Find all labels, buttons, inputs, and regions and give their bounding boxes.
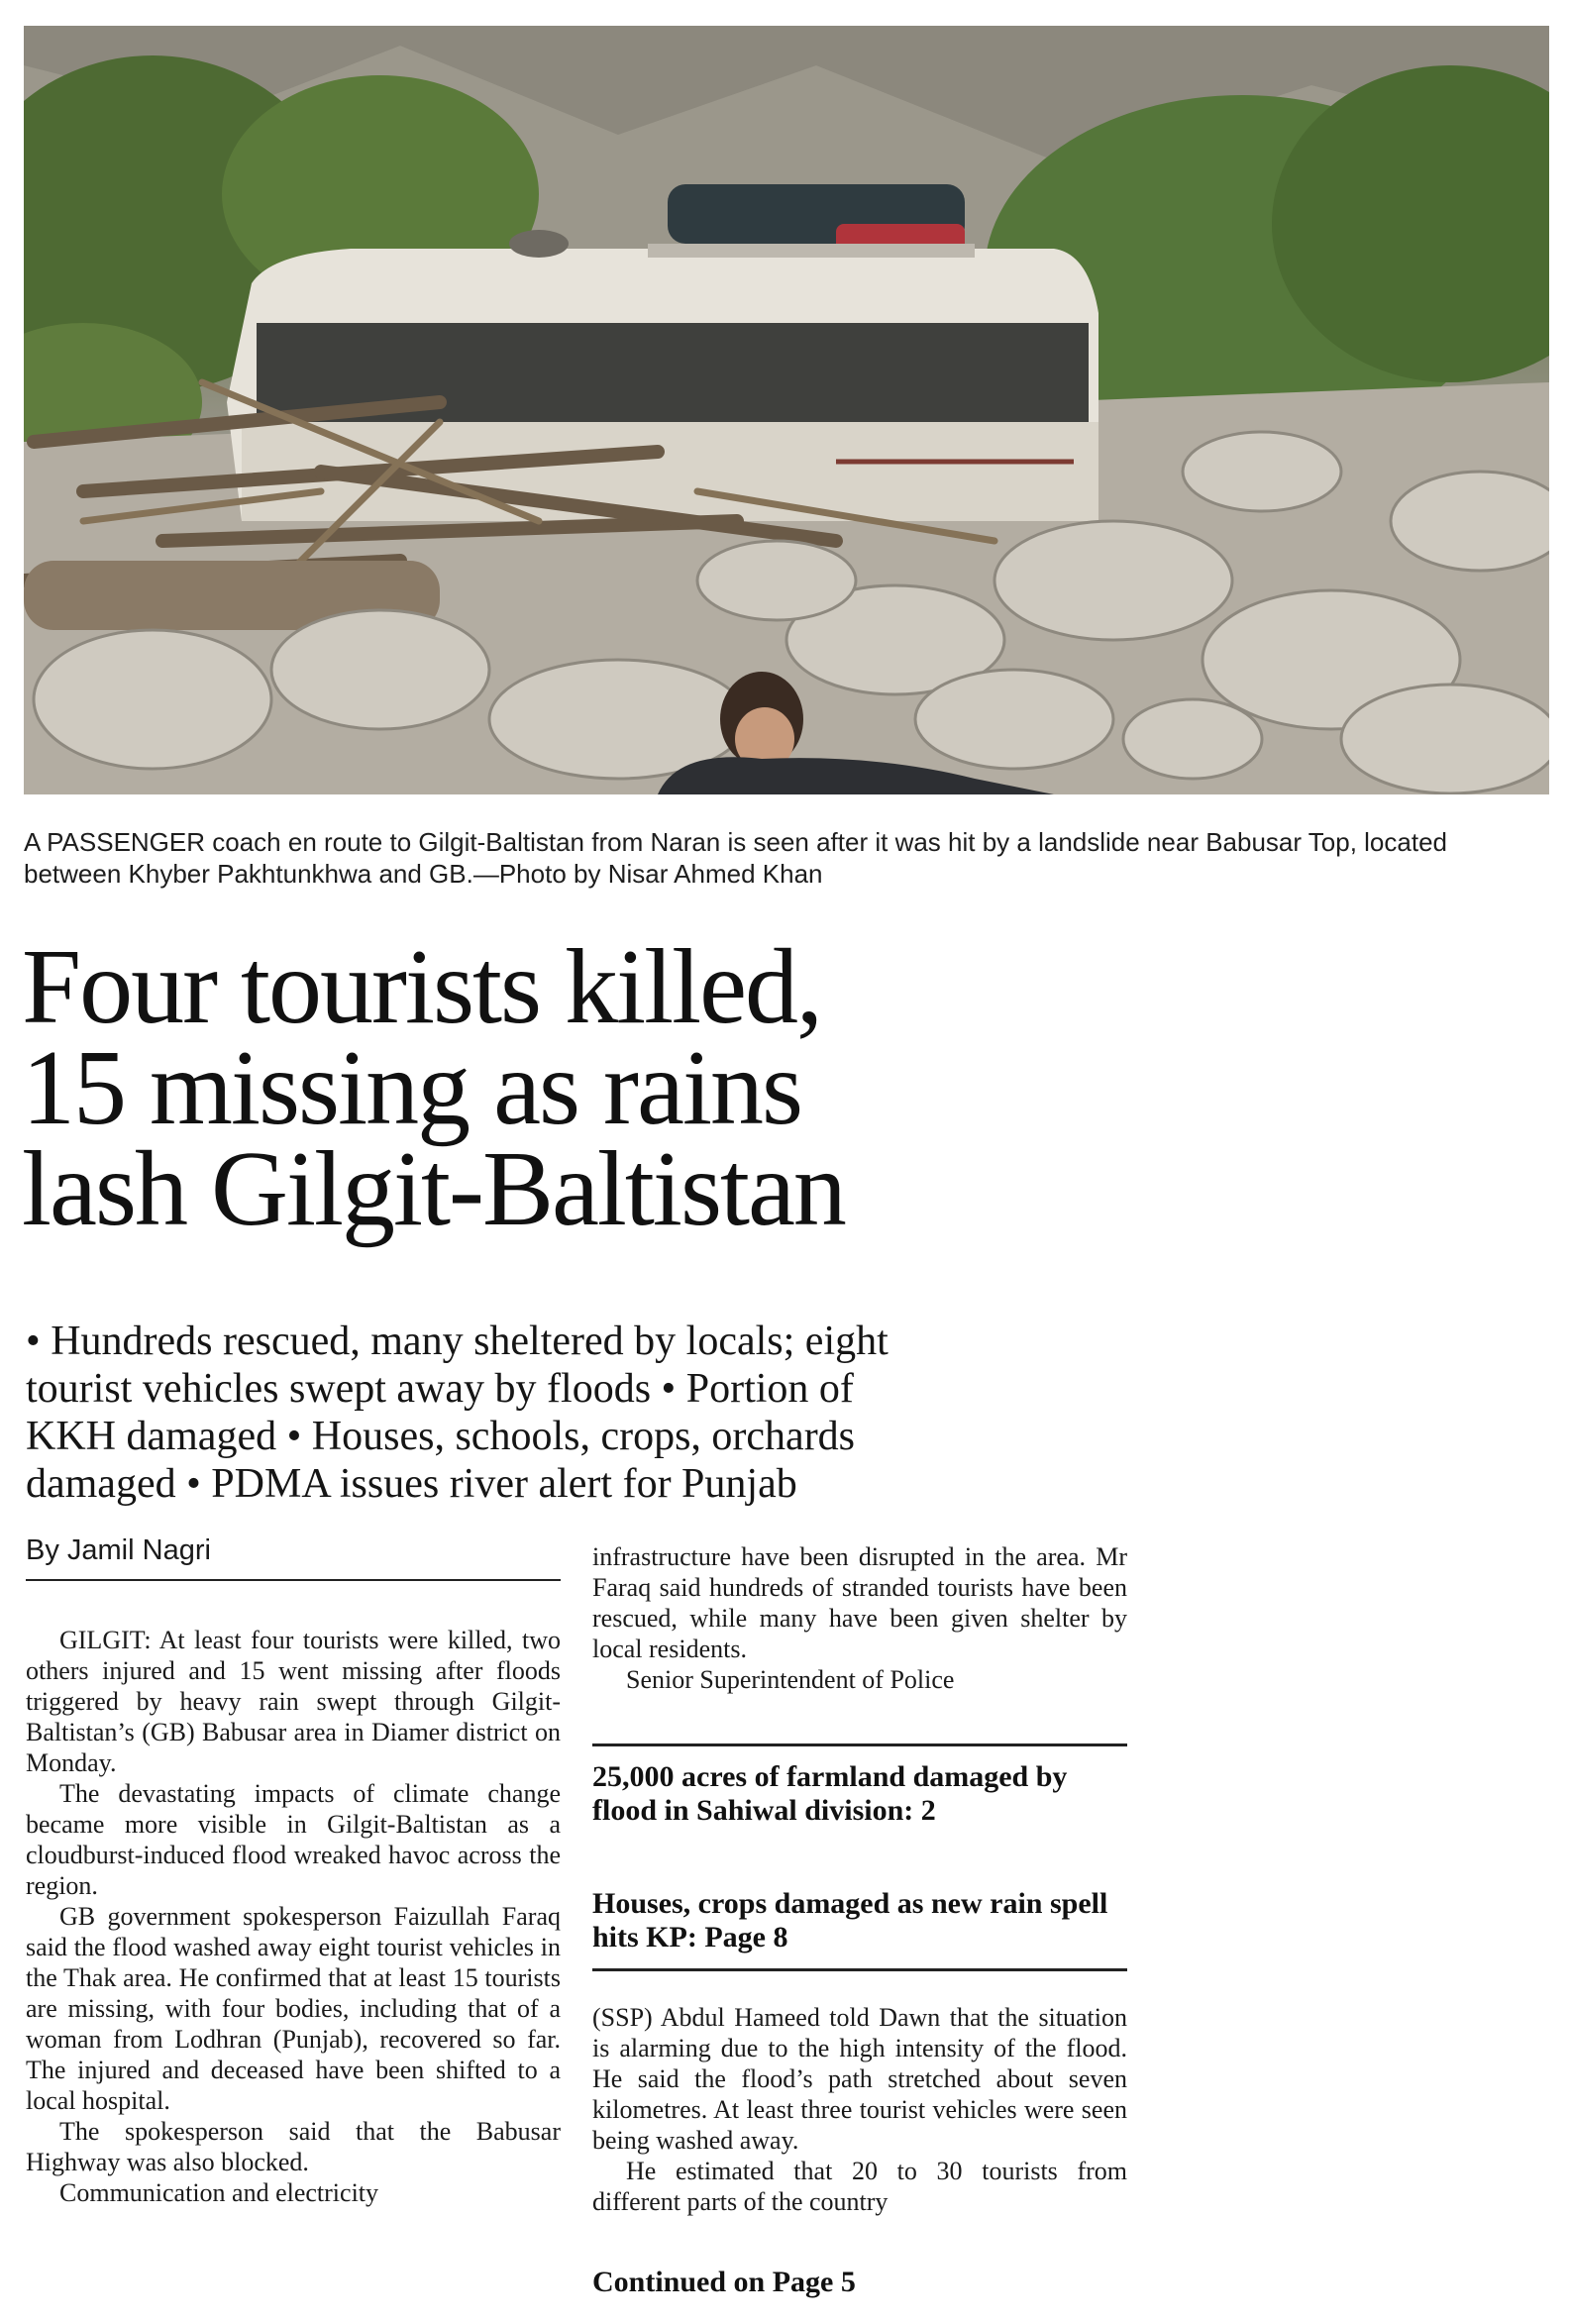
article-paragraph: GILGIT: At least four tourists were killed, two others injured and 15 went missing after floods triggered by heavy rain swept through Gilgit-Baltistan’s (GB) Babusar area in Diamer district on Monday. bbox=[26, 1626, 561, 1777]
article-column-1 bbox=[26, 1625, 561, 2208]
article-paragraph: He estimated that 20 to 30 tourists from different parts of the country bbox=[592, 2157, 1127, 2216]
related-story-link[interactable]: 25,000 acres of farmland damaged by flood in Sahiwal division: 2 bbox=[592, 1760, 1068, 1827]
headline bbox=[22, 928, 1151, 1248]
article-column-2-bottom bbox=[592, 2002, 1127, 2217]
headline-line: Four tourists killed, bbox=[22, 928, 822, 1046]
article-paragraph: GB government spokesperson Faizullah Faraq said the flood washed away eight tourist vehicles in the Thak area. He confirmed that at least 15 tourists are missing, with four bodies, including that of a woman from Lodhran (Punjab), recovered so far. The injured and deceased have been shifted to a local hospital. bbox=[26, 1902, 561, 2115]
article-paragraph: The spokesperson said that the Babusar Highway was also blocked. bbox=[26, 2117, 561, 2176]
deck-line: KKH damaged • Houses, schools, crops, orchards bbox=[26, 1414, 856, 1459]
subheadline-deck bbox=[26, 1318, 1135, 1508]
photo-caption: A PASSENGER coach en route to Gilgit-Baltistan from Naran is seen after it was hit by a landslide near Babusar Top, located between Khyber Pakhtunkhwa and GB.—Photo by Nisar Ahmed Khan bbox=[24, 827, 1447, 889]
deck-line: • Hundreds rescued, many sheltered by locals; eight bbox=[26, 1319, 889, 1364]
news-photo bbox=[24, 26, 1549, 794]
headline-line: lash Gilgit-Baltistan bbox=[22, 1130, 845, 1248]
related-story-link[interactable]: Houses, crops damaged as new rain spell hits KP: Page 8 bbox=[592, 1887, 1108, 1954]
article-paragraph: Communication and electricity bbox=[59, 2178, 379, 2207]
deck-line: tourist vehicles swept away by floods • Portion of bbox=[26, 1366, 854, 1412]
byline-rule bbox=[26, 1579, 561, 1581]
byline: By Jamil Nagri bbox=[26, 1534, 211, 1566]
article-paragraph: The devastating impacts of climate change became more visible in Gilgit-Baltistan as a cloudburst-induced flood wreaked havoc across the region. bbox=[26, 1779, 561, 1900]
article-paragraph-continued: infrastructure have been disrupted in the area. Mr Faraq said hundreds of stranded tourists have been rescued, while many have been given shelter by local residents. bbox=[592, 1542, 1127, 1663]
continued-link[interactable]: Continued on Page 5 bbox=[592, 2266, 856, 2298]
article-paragraph: Senior Superintendent of Police bbox=[626, 1665, 955, 1694]
article-paragraph: (SSP) Abdul Hameed told Dawn that the situation is alarming due to the high intensity of the flood. He said the flood’s path stretched about seven kilometres. At least three tourist vehicles were seen being washed away. bbox=[592, 2003, 1127, 2155]
article-column-2-top bbox=[592, 1541, 1127, 1695]
deck-line: damaged • PDMA issues river alert for Punjab bbox=[26, 1461, 797, 1507]
related-stories-box bbox=[592, 1743, 1127, 1971]
headline-line: 15 missing as rains bbox=[22, 1029, 801, 1147]
landslide-coach-illustration bbox=[24, 26, 1549, 794]
